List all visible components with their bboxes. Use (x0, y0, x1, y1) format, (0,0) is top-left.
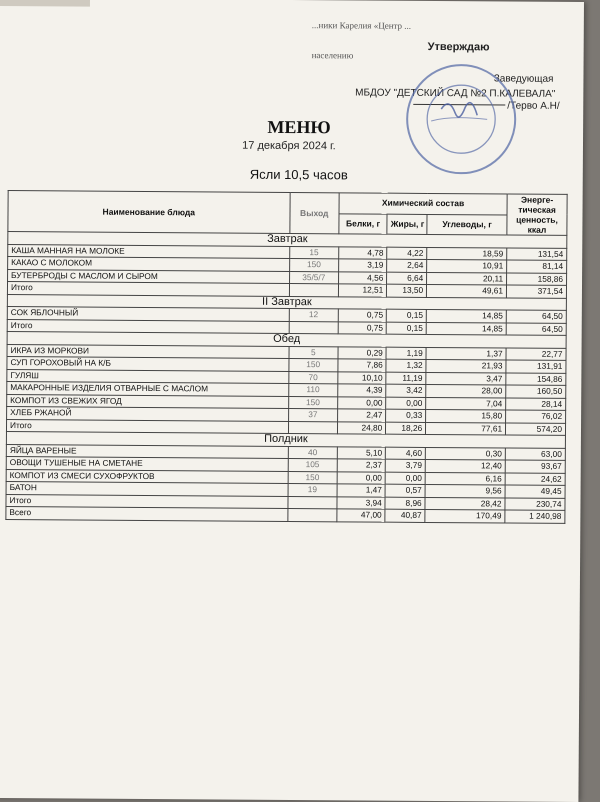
total-energy: 64,50 (506, 323, 566, 336)
total-name: Итого (6, 494, 288, 508)
menu-table-body (6, 232, 567, 523)
cell-energy: 64,50 (506, 310, 566, 323)
cell-protein: 0,00 (337, 471, 385, 484)
cell-energy: 24,62 (505, 473, 565, 486)
cell-energy: 63,00 (505, 448, 565, 461)
cell-protein: 4,56 (338, 271, 386, 284)
total-output (289, 283, 338, 296)
total-output (288, 496, 337, 509)
grand-total-output (287, 508, 336, 521)
header-fat: Жиры, г (387, 214, 427, 235)
cell-protein: 1,47 (337, 484, 385, 497)
cell-protein: 0,29 (338, 346, 386, 359)
cell-name: СОК ЯБЛОЧНЫЙ (7, 307, 289, 321)
total-fat: 13,50 (387, 284, 427, 297)
cell-protein: 3,19 (339, 259, 387, 272)
cell-name: БУТЕРБРОДЫ С МАСЛОМ И СЫРОМ (8, 269, 290, 283)
cell-fat: 0,00 (386, 397, 426, 410)
cell-protein: 7,86 (338, 359, 386, 372)
cell-name: КАША МАННАЯ НА МОЛОКЕ (8, 244, 290, 258)
header-output: Выход (289, 192, 339, 233)
total-name: Итого (7, 319, 289, 333)
cell-carbs: 20,11 (427, 272, 507, 285)
cell-fat: 0,00 (385, 472, 425, 485)
total-output (289, 321, 338, 334)
cell-name: ОВОЩИ ТУШЕНЫЕ НА СМЕТАНЕ (6, 457, 288, 471)
grand-total-name: Всего (6, 507, 288, 521)
cell-output: 150 (288, 396, 337, 409)
section-title: Завтрак (8, 232, 567, 248)
header-dish-name: Наименование блюда (8, 191, 290, 234)
cell-name: МАКАРОННЫЕ ИЗДЕЛИЯ ОТВАРНЫЕ С МАСЛОМ (7, 382, 289, 396)
total-fat: 0,15 (386, 322, 426, 335)
section-title: Обед (7, 332, 566, 348)
header-carbs: Углеводы, г (427, 214, 507, 235)
cell-protein: 10,10 (338, 371, 386, 384)
grand-total-energy: 1 240,98 (505, 510, 565, 523)
total-fat: 18,26 (386, 422, 426, 435)
cell-carbs: 6,16 (425, 472, 505, 485)
approve-label: Утверждаю (427, 40, 490, 54)
cell-protein: 0,75 (338, 309, 386, 322)
total-fat: 8,96 (385, 497, 425, 510)
cell-output: 150 (289, 258, 338, 271)
cell-name: ХЛЕБ РЖАНОЙ (7, 407, 289, 421)
total-energy: 371,54 (506, 285, 566, 298)
cell-protein: 2,37 (337, 459, 385, 472)
cell-protein: 4,39 (338, 384, 386, 397)
cell-output: 37 (288, 408, 337, 421)
cell-output: 150 (288, 471, 337, 484)
cell-carbs: 28,00 (426, 384, 506, 397)
cell-fat: 11,19 (386, 372, 426, 385)
cell-output: 110 (288, 383, 337, 396)
cell-fat: 0,15 (387, 309, 427, 322)
cell-name: КАКАО С МОЛОКОМ (8, 257, 290, 271)
cell-energy: 28,14 (506, 398, 566, 411)
cell-fat: 4,60 (386, 447, 426, 460)
menu-date: 17 декабря 2024 г. (242, 139, 336, 153)
cell-carbs: 15,80 (426, 409, 506, 422)
total-carbs: 49,61 (427, 284, 507, 297)
cell-output: 5 (289, 346, 338, 359)
cell-name: СУП ГОРОХОВЫЙ НА К/Б (7, 357, 289, 371)
cell-energy: 22,77 (506, 348, 566, 361)
total-name: Итого (6, 419, 288, 433)
cell-fat: 4,22 (387, 247, 427, 260)
section-title: II Завтрак (7, 294, 566, 310)
cell-fat: 0,57 (385, 484, 425, 497)
cell-carbs: 14,85 (426, 309, 506, 322)
menu-table (5, 190, 567, 523)
cell-output: 105 (288, 458, 337, 471)
top-note-line-1: ...ники Карелия «Центр ... (311, 20, 412, 31)
header-protein: Белки, г (339, 213, 387, 234)
cell-fat: 0,33 (386, 409, 426, 422)
cell-energy: 76,02 (506, 410, 566, 423)
total-protein: 0,75 (338, 321, 386, 334)
cell-energy: 81,14 (507, 260, 567, 273)
cell-output: 15 (289, 246, 338, 259)
cell-energy: 131,54 (507, 248, 567, 261)
cell-name: БАТОН (6, 482, 288, 496)
top-note-line-2: населению (311, 50, 354, 61)
paper-edge (0, 0, 90, 7)
cell-carbs: 1,37 (426, 347, 506, 360)
cell-carbs: 9,56 (425, 484, 505, 497)
total-protein: 12,51 (338, 284, 386, 297)
head-role: Заведующая (493, 73, 554, 85)
cell-fat: 3,79 (385, 459, 425, 472)
cell-energy: 160,50 (506, 385, 566, 398)
total-protein: 24,80 (337, 421, 385, 434)
cell-fat: 2,64 (387, 259, 427, 272)
cell-energy: 154,86 (506, 373, 566, 386)
cell-output: 12 (289, 308, 338, 321)
cell-output: 150 (288, 358, 337, 371)
total-protein: 3,94 (337, 496, 385, 509)
total-energy: 230,74 (505, 497, 565, 510)
header-chem: Химический состав (339, 193, 507, 215)
cell-protein: 4,78 (339, 246, 387, 259)
cell-name: ЯЙЦА ВАРЕНЫЕ (6, 444, 288, 458)
total-carbs: 77,61 (426, 422, 506, 435)
cell-energy: 93,67 (505, 460, 565, 473)
cell-carbs: 3,47 (426, 372, 506, 385)
cell-name: КОМПОТ ИЗ СВЕЖИХ ЯГОД (7, 394, 289, 408)
cell-energy: 131,91 (506, 360, 566, 373)
cell-energy: 158,86 (507, 273, 567, 286)
cell-output: 40 (288, 446, 337, 459)
header-energy: Энерге-тическая ценность, ккал (507, 194, 567, 235)
cell-fat: 3,42 (386, 384, 426, 397)
total-carbs: 28,42 (425, 497, 505, 510)
organization-name: МБДОУ "ДЕТСКИЙ САД №2 П.КАЛЕВАЛА" (355, 87, 556, 100)
cell-carbs: 12,40 (425, 459, 505, 472)
total-carbs: 14,85 (426, 322, 506, 335)
cell-energy: 49,45 (505, 485, 565, 498)
grand-total-protein: 47,00 (337, 509, 385, 522)
cell-output: 19 (288, 483, 337, 496)
total-output (288, 421, 337, 434)
signer-name: /Терво А.Н/ (507, 100, 560, 112)
total-name: Итого (7, 282, 289, 296)
total-energy: 574,20 (506, 423, 566, 436)
grand-total-fat: 40,87 (385, 509, 425, 522)
cell-name: ГУЛЯШ (7, 369, 289, 383)
cell-name: КОМПОТ ИЗ СМЕСИ СУХОФРУКТОВ (6, 469, 288, 483)
top-note (311, 0, 411, 81)
cell-carbs: 21,93 (426, 359, 506, 372)
grand-total-carbs: 170,49 (425, 509, 505, 522)
cell-fat: 6,64 (387, 272, 427, 285)
cell-output: 70 (288, 371, 337, 384)
cell-carbs: 0,30 (425, 447, 505, 460)
cell-carbs: 7,04 (426, 397, 506, 410)
cell-name: ИКРА ИЗ МОРКОВИ (7, 344, 289, 358)
cell-carbs: 18,59 (427, 247, 507, 260)
section-title: Полдник (6, 432, 565, 448)
cell-carbs: 10,91 (427, 259, 507, 272)
document-title: МЕНЮ (267, 116, 331, 138)
group-name: Ясли 10,5 часов (249, 166, 348, 183)
cell-protein: 0,00 (338, 396, 386, 409)
cell-protein: 5,10 (337, 446, 385, 459)
cell-output: 35/5/7 (289, 271, 338, 284)
cell-protein: 2,47 (338, 409, 386, 422)
cell-fat: 1,19 (386, 347, 426, 360)
cell-fat: 1,32 (386, 359, 426, 372)
